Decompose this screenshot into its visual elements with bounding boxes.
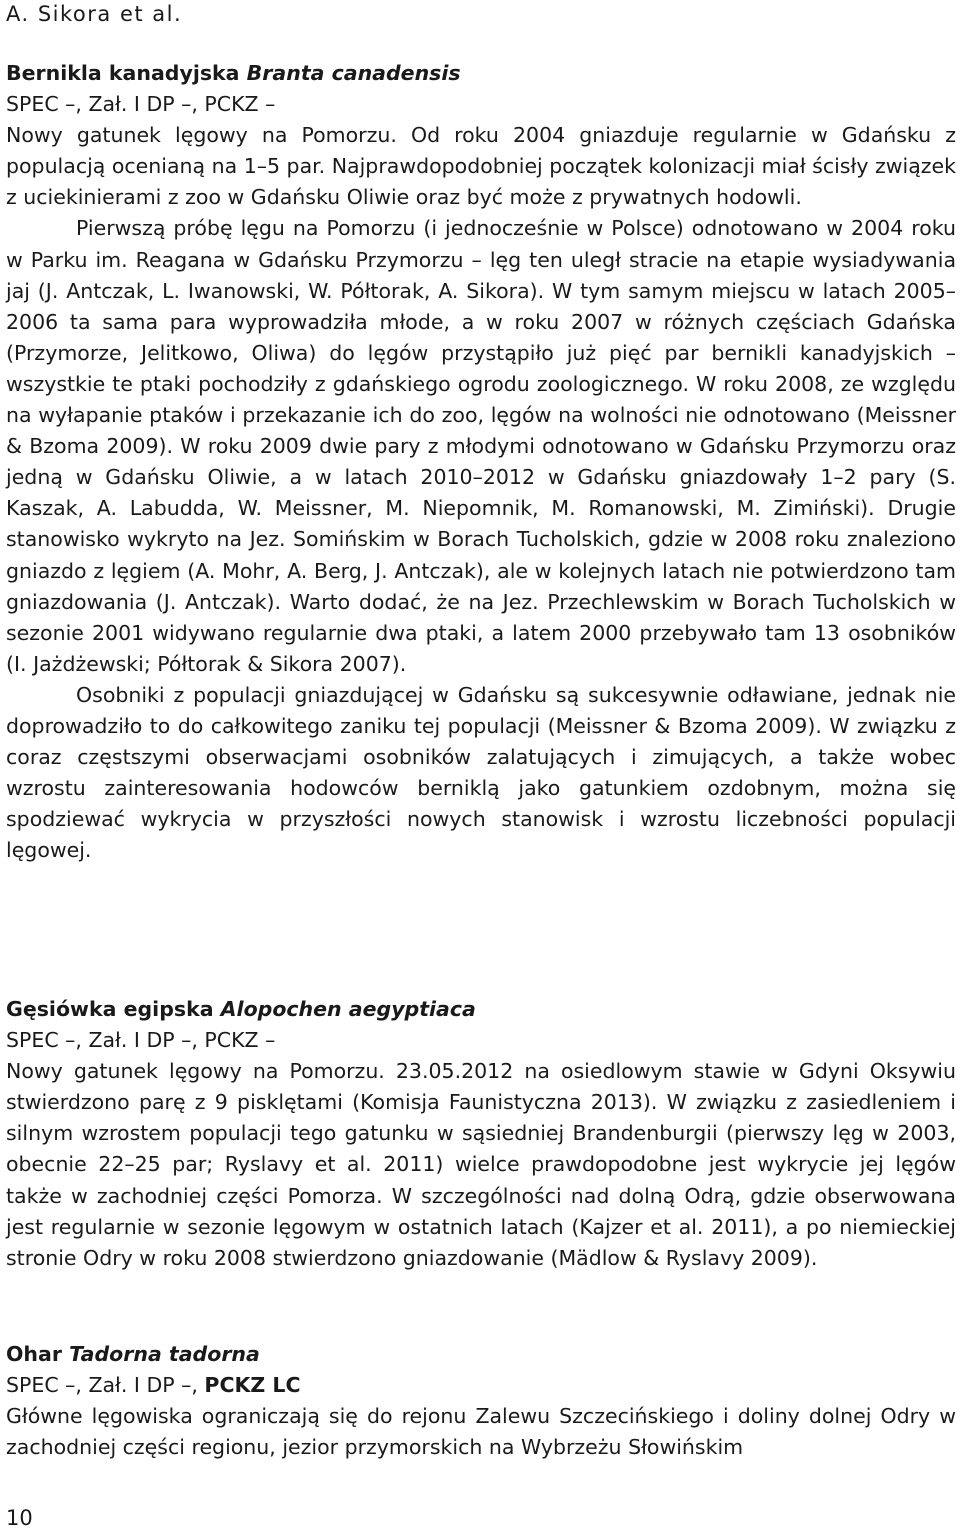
conservation-status bbox=[6, 1025, 956, 1056]
species-common-name: Ohar bbox=[6, 1342, 70, 1366]
species-latin-name: Tadorna tadorna bbox=[69, 1342, 260, 1366]
species-common-name: Bernikla kanadyjska bbox=[6, 61, 247, 85]
conservation-status bbox=[6, 89, 956, 120]
species-heading bbox=[6, 58, 956, 89]
status-text: SPEC –, Zał. I DP –, bbox=[6, 1373, 205, 1398]
status-text: SPEC –, Zał. I DP –, PCKZ – bbox=[6, 92, 276, 117]
running-head: A. Sikora et al. bbox=[6, 2, 183, 26]
body-paragraph: Nowy gatunek lęgowy na Pomorzu. 23.05.2012 na osiedlowym stawie w Gdyni Oksywiu stwierdzono parę z 9 pisklętami (Komisja Faunistyczna 2013). W związku z zasiedleniem i silnym wzrostem populacji tego gatunku w sąsiedniej Brandenburgii (pierwszy lęg w 2003, obecnie 22–25 par; Ryslavy et al. 2011) wielce prawdopodobne jest wykrycie jej lęgów także w zachodniej części Pomorza. W szczególności nad dolną Odrą, gdzie obserwowana jest regularnie w sezonie lęgowym w ostatnich latach (Kajzer et al. 2011), a po niemieckiej stronie Odry w roku 2008 stwierdzono gniazdowanie (Mädlow & Ryslavy 2009). bbox=[6, 1059, 956, 1270]
body-paragraph: Główne lęgowiska ograniczają się do rejonu Zalewu Szczecińskiego i doliny dolnej Odry w zachodniej części regionu, jezior przymorskich na Wybrzeżu Słowińskim bbox=[6, 1404, 956, 1460]
species-section-tadorna-tadorna bbox=[6, 1339, 956, 1463]
species-section-alopochen-aegyptiaca bbox=[6, 994, 956, 1274]
species-common-name: Gęsiówka egipska bbox=[6, 997, 221, 1021]
body-paragraph: Osobniki z populacji gniazdującej w Gdańsku są sukcesywnie odławiane, jednak nie doprowadziło to do całkowitego zaniku tej populacji (Meissner & Bzoma 2009). W związku z coraz częstszymi obserwacjami osobników zalatujących i zimujących, a także wobec wzrostu zainteresowania hodowców berniklą jako gatunkiem ozdobnym, można się spodziewać wykrycia w przyszłości nowych stanowisk i wzrostu liczebności populacji lęgowej. bbox=[6, 682, 956, 863]
species-heading bbox=[6, 1339, 956, 1370]
species-latin-name: Alopochen aegyptiaca bbox=[220, 997, 476, 1021]
conservation-status bbox=[6, 1370, 956, 1401]
page-number: 10 bbox=[6, 1506, 33, 1530]
body-paragraph: Nowy gatunek lęgowy na Pomorzu. Od roku 2004 gniazduje regularnie w Gdańsku z populacją ocenianą na 1–5 par. Najprawdopodobniej początek kolonizacji miał ścisły związek z uciekinierami z zoo w Gdańsku Oliwie oraz być może z prywatnych hodowli. bbox=[6, 123, 956, 210]
species-section-branta-canadensis bbox=[6, 58, 956, 866]
species-latin-name: Branta canadensis bbox=[246, 61, 461, 85]
species-heading bbox=[6, 994, 956, 1025]
status-text: SPEC –, Zał. I DP –, PCKZ – bbox=[6, 1028, 276, 1053]
status-bold-text: PCKZ LC bbox=[204, 1373, 301, 1398]
body-paragraph: Pierwszą próbę lęgu na Pomorzu (i jednocześnie w Polsce) odnotowano w 2004 roku w Parku im. Reagana w Gdańsku Przymorzu – lęg ten uległ stracie na etapie wysiadywania jaj (J. Antczak, L. Iwanowski, W. Półtorak, A. Sikora). W tym samym miejscu w latach 2005–2006 ta sama para wyprowadziła młode, a w roku 2007 w różnych częściach Gdańska (Przymorze, Jelitkowo, Oliwa) do lęgów przystąpiło już pięć par bernikli kanadyjskich – wszystkie te ptaki pochodziły z gdańskiego ogrodu zoologicznego. W roku 2008, ze względu na wyłapanie ptaków i przekazanie ich do zoo, lęgów na wolności nie odnotowano (Meissner & Bzoma 2009). W roku 2009 dwie pary z młodymi odnotowano w Gdańsku Przymorzu oraz jedną w Gdańsku Oliwie, a w latach 2010–2012 w Gdańsku gniazdowały 1–2 pary (S. Kaszak, A. Labudda, W. Meissner, M. Niepomnik, M. Romanowski, M. Zimiński). Drugie stanowisko wykryto na Jez. Somińskim w Borach Tucholskich, gdzie w 2008 roku znaleziono gniazdo z lęgiem (A. Mohr, A. Berg, J. Antczak), ale w kolejnych latach nie potwierdzono tam gniazdowania (J. Antczak). Warto dodać, że na Jez. Przechlewskim w Borach Tucholskich w sezonie 2001 widywano regularnie dwa ptaki, a latem 2000 przebywało tam 13 osobników (I. Jażdżewski; Półtorak & Sikora 2007). bbox=[6, 216, 956, 676]
